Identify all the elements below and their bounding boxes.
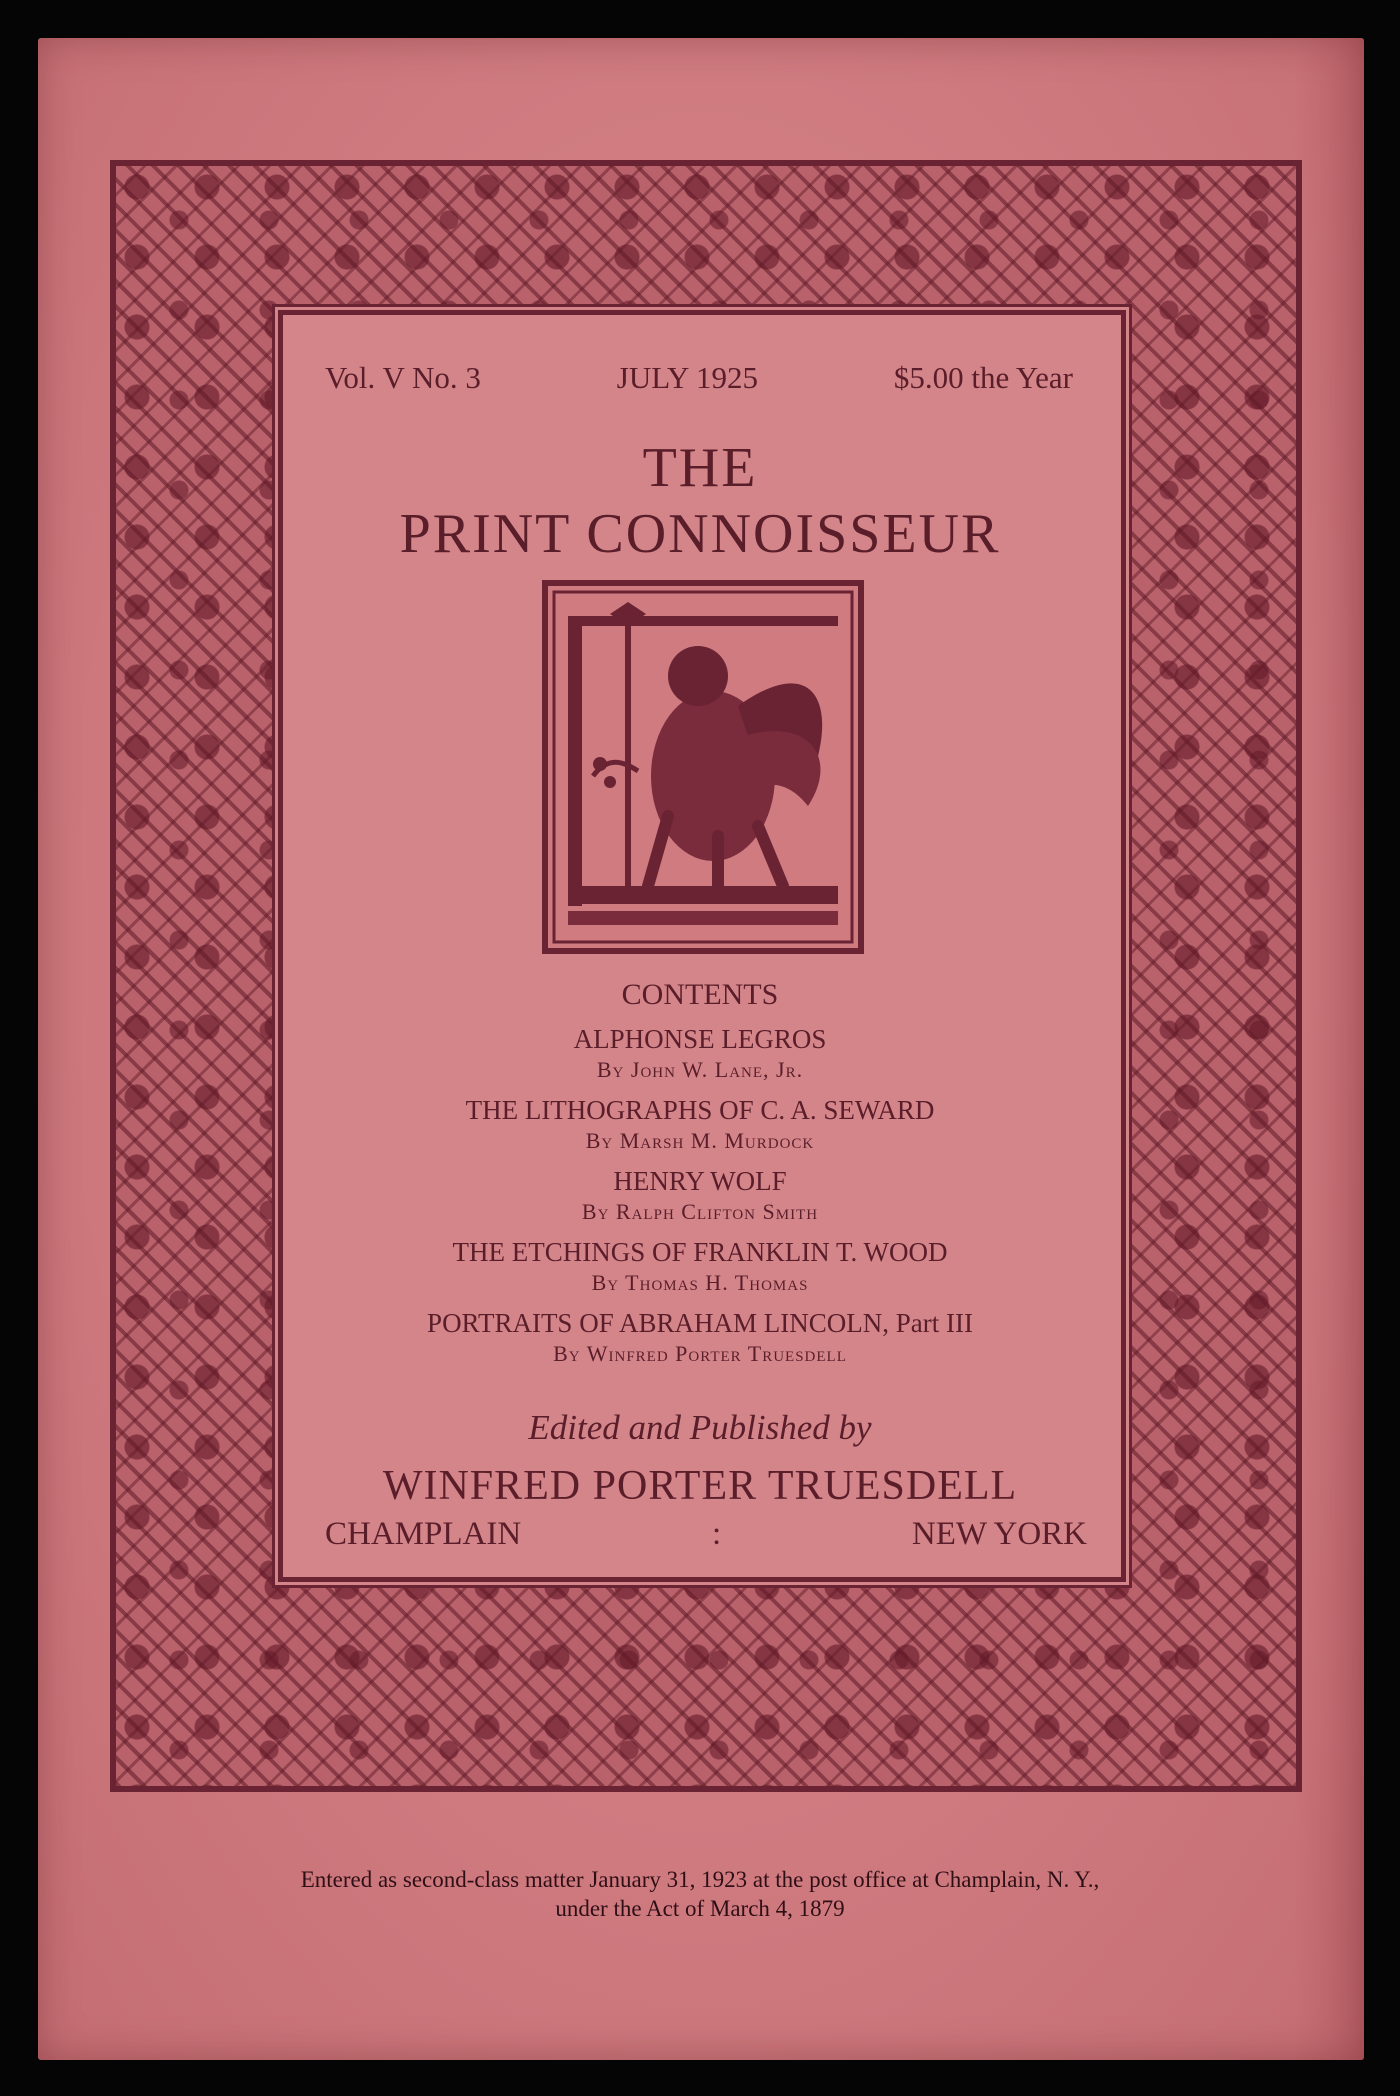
- contents-item: [290, 1166, 1110, 1225]
- state: NEW YORK: [911, 1516, 1087, 1552]
- issue-date: JULY 1925: [616, 360, 759, 395]
- article-author: By Thomas H. Thomas: [591, 1270, 809, 1295]
- table-of-contents: [290, 978, 1110, 1367]
- article-author: By John W. Lane, Jr.: [596, 1057, 804, 1082]
- publisher-name: WINFRED PORTER TRUESDELL: [382, 1463, 1018, 1509]
- article-title: ALPHONSE LEGROS: [573, 1024, 827, 1054]
- paper-stain: [1294, 38, 1364, 2060]
- city: CHAMPLAIN: [325, 1516, 522, 1552]
- edited-by-line: Edited and Published by: [528, 1408, 872, 1447]
- article-title: THE LITHOGRAPHS OF C. A. SEWARD: [465, 1095, 935, 1125]
- masthead-row: [325, 360, 1073, 396]
- article-title: HENRY WOLF: [613, 1166, 787, 1196]
- contents-item: [290, 1237, 1110, 1296]
- griffin-illustration: [548, 586, 858, 948]
- subscription-price: $5.00 the Year: [893, 360, 1073, 395]
- griffin-woodcut: [542, 580, 864, 954]
- publisher-location: [325, 1516, 1087, 1553]
- article-author: By Marsh M. Murdock: [585, 1128, 815, 1153]
- contents-item: [290, 1308, 1110, 1367]
- contents-item: [290, 1024, 1110, 1083]
- article-title: THE ETCHINGS OF FRANKLIN T. WOOD: [452, 1237, 948, 1267]
- location-separator: :: [711, 1516, 722, 1552]
- article-title: PORTRAITS OF ABRAHAM LINCOLN, Part III: [427, 1308, 973, 1338]
- contents-item: [290, 1095, 1110, 1154]
- postal-notice: [140, 1866, 1260, 1924]
- postal-notice-line-1: Entered as second-class matter January 31, 1923 at the post office at Champlain, N. Y.,: [300, 1867, 1100, 1892]
- title-line-1: THE: [642, 437, 758, 499]
- volume-number: Vol. V No. 3: [325, 360, 481, 395]
- article-author: By Ralph Clifton Smith: [581, 1199, 819, 1224]
- contents-heading: CONTENTS: [621, 978, 779, 1011]
- article-author: By Winfred Porter Truesdell: [553, 1341, 847, 1366]
- postal-notice-line-2: under the Act of March 4, 1879: [555, 1895, 845, 1921]
- title-line-2: PRINT CONNOISSEUR: [399, 503, 1001, 565]
